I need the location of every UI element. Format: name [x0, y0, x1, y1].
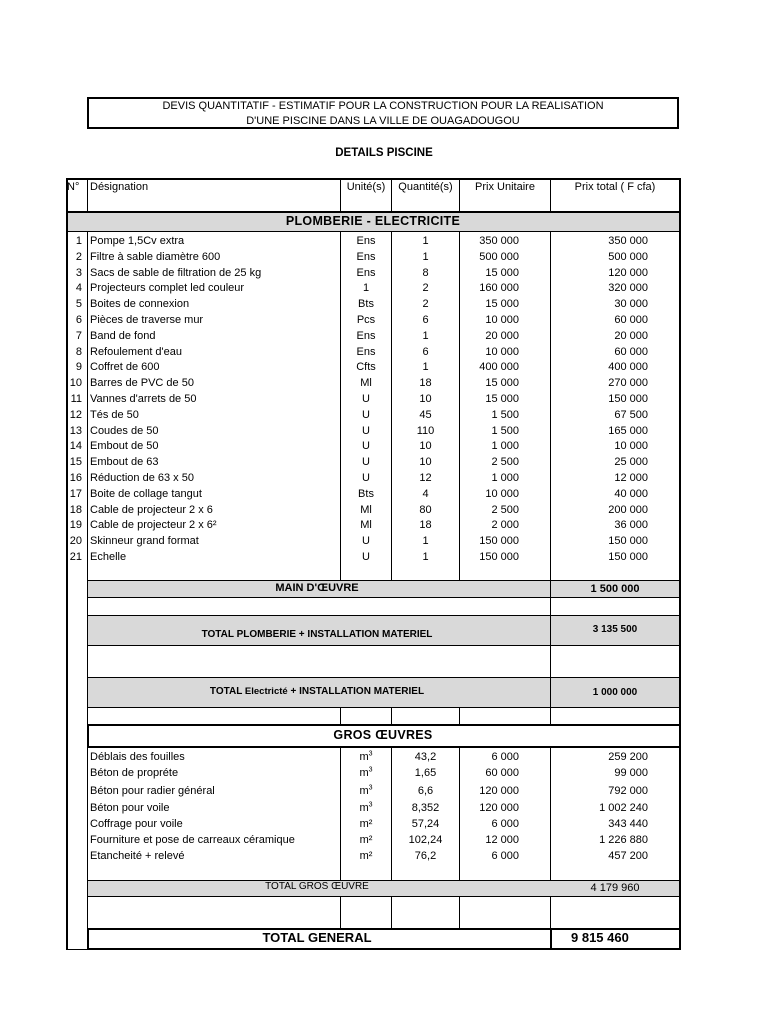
- grid-line: [391, 707, 392, 724]
- row-total-price: 40 000: [614, 487, 648, 500]
- row-unit-price: 1 500: [491, 408, 519, 421]
- row-total-price: 150 000: [608, 393, 648, 405]
- row-total-price: 12 000: [614, 472, 648, 484]
- row-total-price: 150 000: [608, 551, 648, 563]
- row-unit-price: 15 000: [485, 377, 519, 390]
- row-quantity: 76,2: [414, 850, 437, 862]
- row-designation: Réduction de 63 x 50: [90, 472, 194, 484]
- row-number: 11: [70, 393, 82, 405]
- row-number: 6: [75, 314, 82, 326]
- section-title-plomberie: PLOMBERIE - ELECTRICITE: [285, 214, 461, 228]
- row-unit: Ml: [360, 503, 372, 516]
- row-unit-price: 160 000: [479, 282, 519, 295]
- row-designation: Boite de collage tangut: [90, 487, 202, 500]
- row-unit: U: [362, 424, 370, 437]
- total-gros-oeuvre-label: TOTAL GROS ŒUVRE: [265, 881, 369, 892]
- row-unit-price: 10 000: [485, 345, 519, 358]
- row-unit-text: m: [359, 767, 369, 779]
- total-electricite-value: 1 000 000: [592, 687, 638, 698]
- grid-line: [66, 949, 88, 950]
- row-unit: 1: [362, 282, 370, 295]
- row-quantity: 4: [422, 487, 429, 500]
- row-total-price: 270 000: [608, 377, 648, 390]
- row-unit-price: 1 000: [491, 440, 519, 453]
- row-quantity: 1: [422, 329, 429, 342]
- document-title-line1: DEVIS QUANTITATIF - ESTIMATIF POUR LA CONSTRUCTION POUR LA REALISATION: [162, 100, 604, 112]
- row-unit: U: [362, 408, 370, 421]
- row-unit-price: 6 000: [491, 818, 519, 830]
- row-number: 2: [75, 250, 82, 263]
- row-designation: Béton de propréte: [90, 767, 179, 779]
- grid-line: [87, 597, 681, 598]
- row-designation: Pompe 1,5Cv extra: [90, 235, 185, 247]
- row-number: 15: [69, 456, 82, 469]
- row-number: 7: [75, 329, 82, 342]
- row-unit-price: 6 000: [491, 751, 519, 763]
- row-unit-text: m: [359, 751, 369, 763]
- row-unit-price: 15 000: [485, 266, 519, 279]
- row-unit-price: 10 000: [485, 314, 519, 326]
- total-plomberie-label: TOTAL PLOMBERIE + INSTALLATION MATERIEL: [201, 629, 433, 640]
- row-unit: Bts: [358, 298, 374, 311]
- row-unit: [341, 817, 391, 831]
- row-designation: Projecteurs complet led couleur: [90, 282, 245, 295]
- grid-line: [87, 746, 681, 748]
- grid-line: [550, 896, 551, 928]
- row-designation: Béton pour radier général: [90, 785, 215, 797]
- row-designation: Pièces de traverse mur: [90, 314, 204, 326]
- row-quantity: 80: [419, 503, 432, 516]
- total-plomberie-value: 3 135 500: [592, 624, 638, 635]
- row-unit: Ens: [356, 266, 376, 279]
- row-designation: Fourniture et pose de carreaux céramique: [90, 834, 295, 846]
- row-quantity: 12: [419, 472, 432, 484]
- row-unit-price: 2 500: [491, 456, 519, 469]
- row-quantity: 102,24: [408, 834, 443, 846]
- row-unit-price: 150 000: [479, 551, 519, 563]
- row-total-price: 343 440: [608, 818, 648, 830]
- row-quantity: 6: [422, 314, 429, 326]
- row-designation: Skinneur grand format: [90, 535, 199, 548]
- row-unit: [341, 766, 391, 780]
- row-designation: Boites de connexion: [90, 298, 190, 311]
- row-designation: Echelle: [90, 551, 127, 563]
- row-number: 19: [69, 519, 82, 532]
- grid-line: [550, 928, 552, 950]
- col-header-unit-price: Prix Unitaire: [475, 181, 535, 193]
- grid-line: [679, 724, 681, 748]
- row-quantity: 2: [422, 282, 429, 295]
- row-unit-price: 20 000: [485, 329, 519, 342]
- row-total-price: 457 200: [608, 850, 648, 862]
- row-number: 1: [75, 235, 82, 247]
- main-oeuvre-label: MAIN D'ŒUVRE: [275, 582, 359, 594]
- row-quantity: 45: [419, 408, 432, 421]
- row-number: 5: [75, 298, 82, 311]
- row-number: 17: [69, 487, 82, 500]
- row-unit: U: [362, 456, 370, 469]
- row-total-price: 500 000: [608, 250, 648, 263]
- row-unit-exponent: 3: [368, 750, 373, 758]
- row-designation: Sacs de sable de filtration de 25 kg: [90, 266, 262, 279]
- row-unit: Ens: [356, 345, 376, 358]
- row-unit-price: 6 000: [491, 850, 519, 862]
- row-total-price: 1 002 240: [599, 802, 648, 814]
- row-total-price: 99 000: [614, 767, 648, 779]
- row-number: 20: [69, 535, 82, 548]
- row-quantity: 8: [422, 266, 429, 279]
- row-unit: U: [362, 393, 370, 405]
- section-title-gros-oeuvres: GROS ŒUVRES: [333, 728, 433, 742]
- row-quantity: 1: [422, 250, 429, 263]
- grid-line: [87, 645, 681, 646]
- row-unit-price: 60 000: [485, 767, 519, 779]
- row-designation: Coffrage pour voile: [90, 818, 183, 830]
- grid-line: [87, 615, 681, 616]
- col-header-qty: Quantité(s): [398, 181, 453, 193]
- row-designation: Band de fond: [90, 329, 156, 342]
- row-unit-price: 500 000: [479, 250, 519, 263]
- row-quantity: 18: [419, 377, 432, 390]
- row-unit: Ens: [356, 329, 376, 342]
- row-total-price: 150 000: [608, 535, 648, 548]
- grid-line: [340, 896, 341, 928]
- row-number: 9: [75, 361, 82, 374]
- row-unit-text: m: [359, 785, 369, 797]
- grid-line: [87, 948, 681, 950]
- row-designation: Cable de projecteur 2 x 6²: [90, 519, 217, 532]
- row-unit: Ens: [356, 250, 376, 263]
- grid-line: [459, 896, 460, 928]
- col-header-total-price: Prix total ( F cfa): [574, 181, 656, 193]
- row-unit-exponent: 3: [368, 766, 373, 774]
- grid-line: [87, 231, 88, 580]
- row-unit: Bts: [358, 487, 374, 500]
- row-designation: Coudes de 50: [90, 424, 159, 437]
- col-header-unit: Unité(s): [346, 181, 386, 193]
- row-unit: [341, 750, 391, 764]
- row-quantity: 6: [422, 345, 429, 358]
- grid-line: [340, 707, 341, 724]
- total-general-value: 9 815 460: [571, 930, 629, 945]
- row-designation: Refoulement d'eau: [90, 345, 182, 358]
- row-quantity: 1: [422, 235, 429, 247]
- row-unit: Ens: [356, 235, 376, 247]
- row-unit-price: 400 000: [479, 361, 519, 374]
- row-total-price: 120 000: [608, 266, 648, 279]
- row-unit-price: 1 500: [491, 424, 519, 437]
- row-number: 10: [69, 377, 82, 390]
- row-number: 4: [75, 282, 82, 295]
- grid-line: [87, 707, 681, 708]
- row-total-price: 30 000: [614, 298, 648, 311]
- row-designation: Béton pour voile: [90, 802, 170, 814]
- row-unit: U: [362, 440, 370, 453]
- document-title-box: [87, 97, 679, 129]
- row-unit: Ml: [360, 377, 372, 390]
- section-subtitle: DETAILS PISCINE: [335, 147, 433, 159]
- row-unit-price: 120 000: [479, 802, 519, 814]
- row-unit-exponent: 3: [368, 784, 373, 792]
- row-total-price: 20 000: [614, 329, 648, 342]
- grid-line: [87, 896, 681, 897]
- row-quantity: 6,6: [417, 785, 434, 797]
- row-unit-text: m: [359, 802, 369, 814]
- row-total-price: 400 000: [608, 361, 648, 374]
- grid-line: [550, 645, 551, 677]
- row-quantity: 57,24: [411, 818, 440, 830]
- row-quantity: 43,2: [414, 751, 437, 763]
- row-total-price: 67 500: [614, 408, 648, 421]
- row-quantity: 10: [419, 456, 432, 469]
- row-number: 3: [75, 266, 82, 279]
- row-designation: Filtre à sable diamètre 600: [90, 250, 221, 263]
- col-header-num: N°: [67, 181, 80, 193]
- row-total-price: 60 000: [614, 345, 648, 358]
- row-unit-price: 10 000: [485, 487, 519, 500]
- row-unit: [341, 784, 391, 798]
- row-total-price: 10 000: [614, 440, 648, 453]
- row-number: 13: [69, 424, 82, 437]
- row-number: 18: [69, 503, 82, 516]
- row-unit: [341, 833, 391, 847]
- row-unit: Cfts: [356, 361, 376, 374]
- row-quantity: 10: [419, 440, 432, 453]
- row-quantity: 1: [422, 535, 429, 548]
- row-unit: U: [362, 551, 370, 563]
- total-electricite-label: TOTAL Electricté + INSTALLATION MATERIEL: [209, 686, 425, 697]
- row-number: 8: [75, 345, 82, 358]
- row-total-price: 259 200: [608, 751, 648, 763]
- row-unit-price: 15 000: [485, 393, 519, 405]
- document-title-line2: D'UNE PISCINE DANS LA VILLE DE OUAGADOUGOU: [246, 115, 520, 127]
- row-unit-price: 150 000: [479, 535, 519, 548]
- row-total-price: 200 000: [608, 503, 648, 516]
- row-quantity: 10: [419, 393, 432, 405]
- row-total-price: 320 000: [608, 282, 648, 295]
- row-designation: Tés de 50: [90, 408, 139, 421]
- row-quantity: 1: [422, 551, 429, 563]
- row-unit-price: 2 000: [491, 519, 519, 532]
- row-unit: U: [362, 535, 370, 548]
- col-header-designation: Désignation: [90, 181, 149, 193]
- row-unit-exponent: 3: [368, 801, 373, 809]
- row-unit: Ml: [360, 519, 372, 532]
- row-designation: Coffret de 600: [90, 361, 160, 374]
- row-quantity: 1: [422, 361, 429, 374]
- row-designation: Etancheité + relevé: [90, 850, 185, 862]
- grid-line: [66, 211, 681, 213]
- grid-line: [87, 724, 681, 726]
- row-quantity: 2: [422, 298, 429, 311]
- row-total-price: 36 000: [614, 519, 648, 532]
- grid-line: [679, 178, 681, 930]
- row-total-price: 25 000: [614, 456, 648, 469]
- row-unit-text: m²: [359, 850, 373, 862]
- grid-line: [391, 896, 392, 928]
- row-total-price: 165 000: [608, 424, 648, 437]
- row-unit-price: 2 500: [491, 503, 519, 516]
- row-unit-price: 350 000: [479, 235, 519, 247]
- row-total-price: 792 000: [608, 785, 648, 797]
- row-unit-price: 15 000: [485, 298, 519, 311]
- row-designation: Embout de 63: [90, 456, 159, 469]
- grid-line: [550, 707, 551, 724]
- row-quantity: 110: [416, 424, 435, 437]
- row-unit-price: 120 000: [479, 785, 519, 797]
- row-quantity: 18: [419, 519, 432, 532]
- row-unit: [341, 849, 391, 863]
- row-designation: Déblais des fouilles: [90, 751, 185, 763]
- row-quantity: 1,65: [414, 767, 437, 779]
- row-number: 16: [69, 472, 82, 484]
- row-number: 21: [69, 551, 82, 563]
- row-unit-text: m²: [359, 834, 373, 846]
- grid-line: [87, 677, 681, 678]
- row-designation: Embout de 50: [90, 440, 159, 453]
- grid-line: [679, 928, 681, 950]
- grid-line: [66, 231, 681, 232]
- row-total-price: 1 226 880: [599, 834, 648, 846]
- main-oeuvre-value: 1 500 000: [590, 583, 640, 595]
- row-unit: U: [362, 472, 370, 484]
- row-unit: Pcs: [356, 314, 376, 326]
- row-number: 14: [69, 440, 82, 453]
- total-general-label: TOTAL GENERAL: [262, 930, 372, 945]
- row-designation: Cable de projecteur 2 x 6: [90, 503, 213, 516]
- row-quantity: 8,352: [411, 802, 440, 814]
- row-unit-text: m²: [359, 818, 373, 830]
- row-total-price: 60 000: [614, 314, 648, 326]
- total-gros-oeuvre-value: 4 179 960: [590, 882, 640, 894]
- grid-line: [459, 707, 460, 724]
- row-unit: [341, 801, 391, 815]
- grid-line: [550, 598, 551, 615]
- row-number: 12: [69, 408, 82, 421]
- row-total-price: 350 000: [608, 235, 648, 247]
- row-unit-price: 12 000: [485, 834, 519, 846]
- grid-line: [87, 178, 88, 212]
- row-designation: Barres de PVC de 50: [90, 377, 194, 390]
- row-unit-price: 1 000: [491, 472, 519, 484]
- row-designation: Vannes d'arrets de 50: [90, 393, 197, 405]
